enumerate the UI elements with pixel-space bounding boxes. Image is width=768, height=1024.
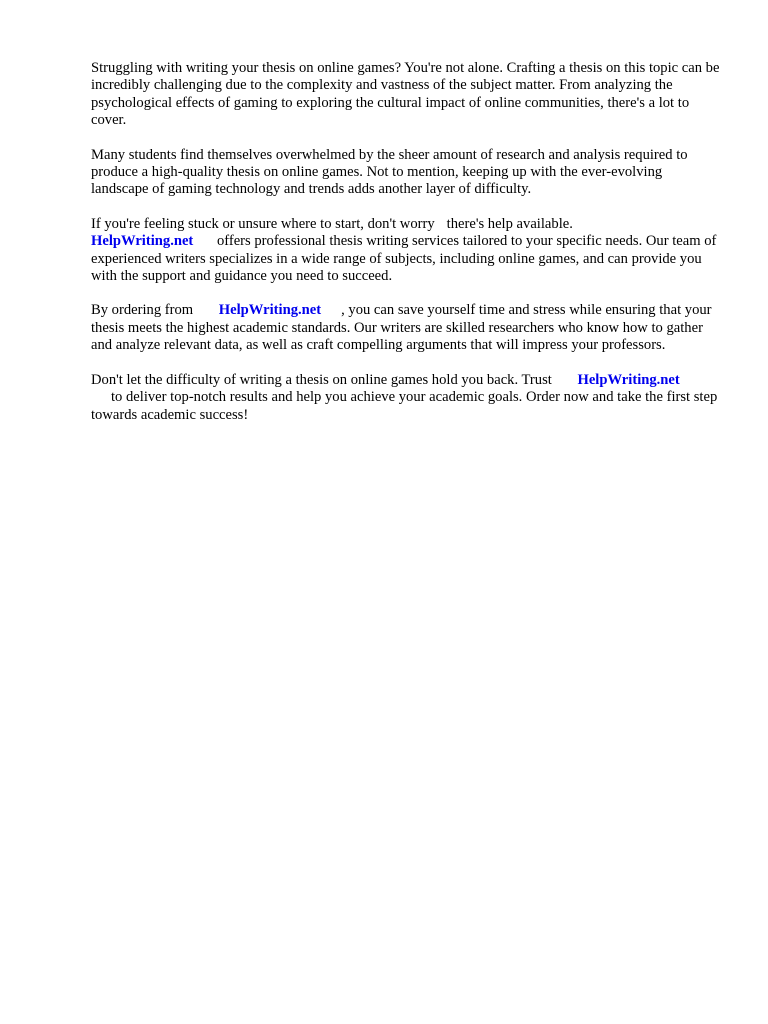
ordering-text-start: By ordering from	[91, 302, 194, 319]
helpwriting-link-1[interactable]: HelpWriting.net	[91, 233, 194, 250]
document-body	[91, 60, 721, 441]
trust-text-start: Don't let the difficulty of writing a thesis on online games hold you back. Trust	[91, 371, 552, 388]
help-text-mid: there's help available.	[446, 215, 573, 232]
overwhelmed-paragraph	[91, 147, 721, 199]
help-text-end: offers professional thesis writing services tailored to your specific needs. Our team of experienced writers specializes in a wide range of subjects, including online games, and can provide you with the support and guidance you need to succeed.	[91, 233, 717, 285]
trust-paragraph	[91, 372, 721, 424]
intro-text: Struggling with writing your thesis on online games? You're not alone. Crafting a thesis on this topic can be incredibly challenging due to the complexity and vastness of the subject matter. From analyzing the psychological effects of gaming to exploring the cultural impact of online communities, there's a lot to cover.	[91, 60, 720, 129]
ordering-paragraph	[91, 302, 721, 354]
help-paragraph	[91, 216, 721, 286]
helpwriting-link-3[interactable]: HelpWriting.net	[577, 371, 680, 388]
trust-text-end: to deliver top-notch results and help you achieve your academic goals. Order now and take the first step towards academic success!	[91, 389, 718, 423]
ordering-text-end: , you can save yourself time and stress while ensuring that your thesis meets the highest academic standards. Our writers are skilled researchers who know how to gather and analyze relevant data, as well as craft compelling arguments that will impress your professors.	[91, 302, 712, 354]
helpwriting-link-2[interactable]: HelpWriting.net	[218, 302, 322, 319]
help-text-start: If you're feeling stuck or unsure where to start, don't worry	[91, 215, 435, 232]
overwhelmed-text: Many students find themselves overwhelmed by the sheer amount of research and analysis required to produce a high-quality thesis on online games. Not to mention, keeping up with the ever-evolving landscape of gaming technology and trends adds another layer of difficulty.	[91, 146, 688, 198]
intro-paragraph	[91, 60, 721, 130]
